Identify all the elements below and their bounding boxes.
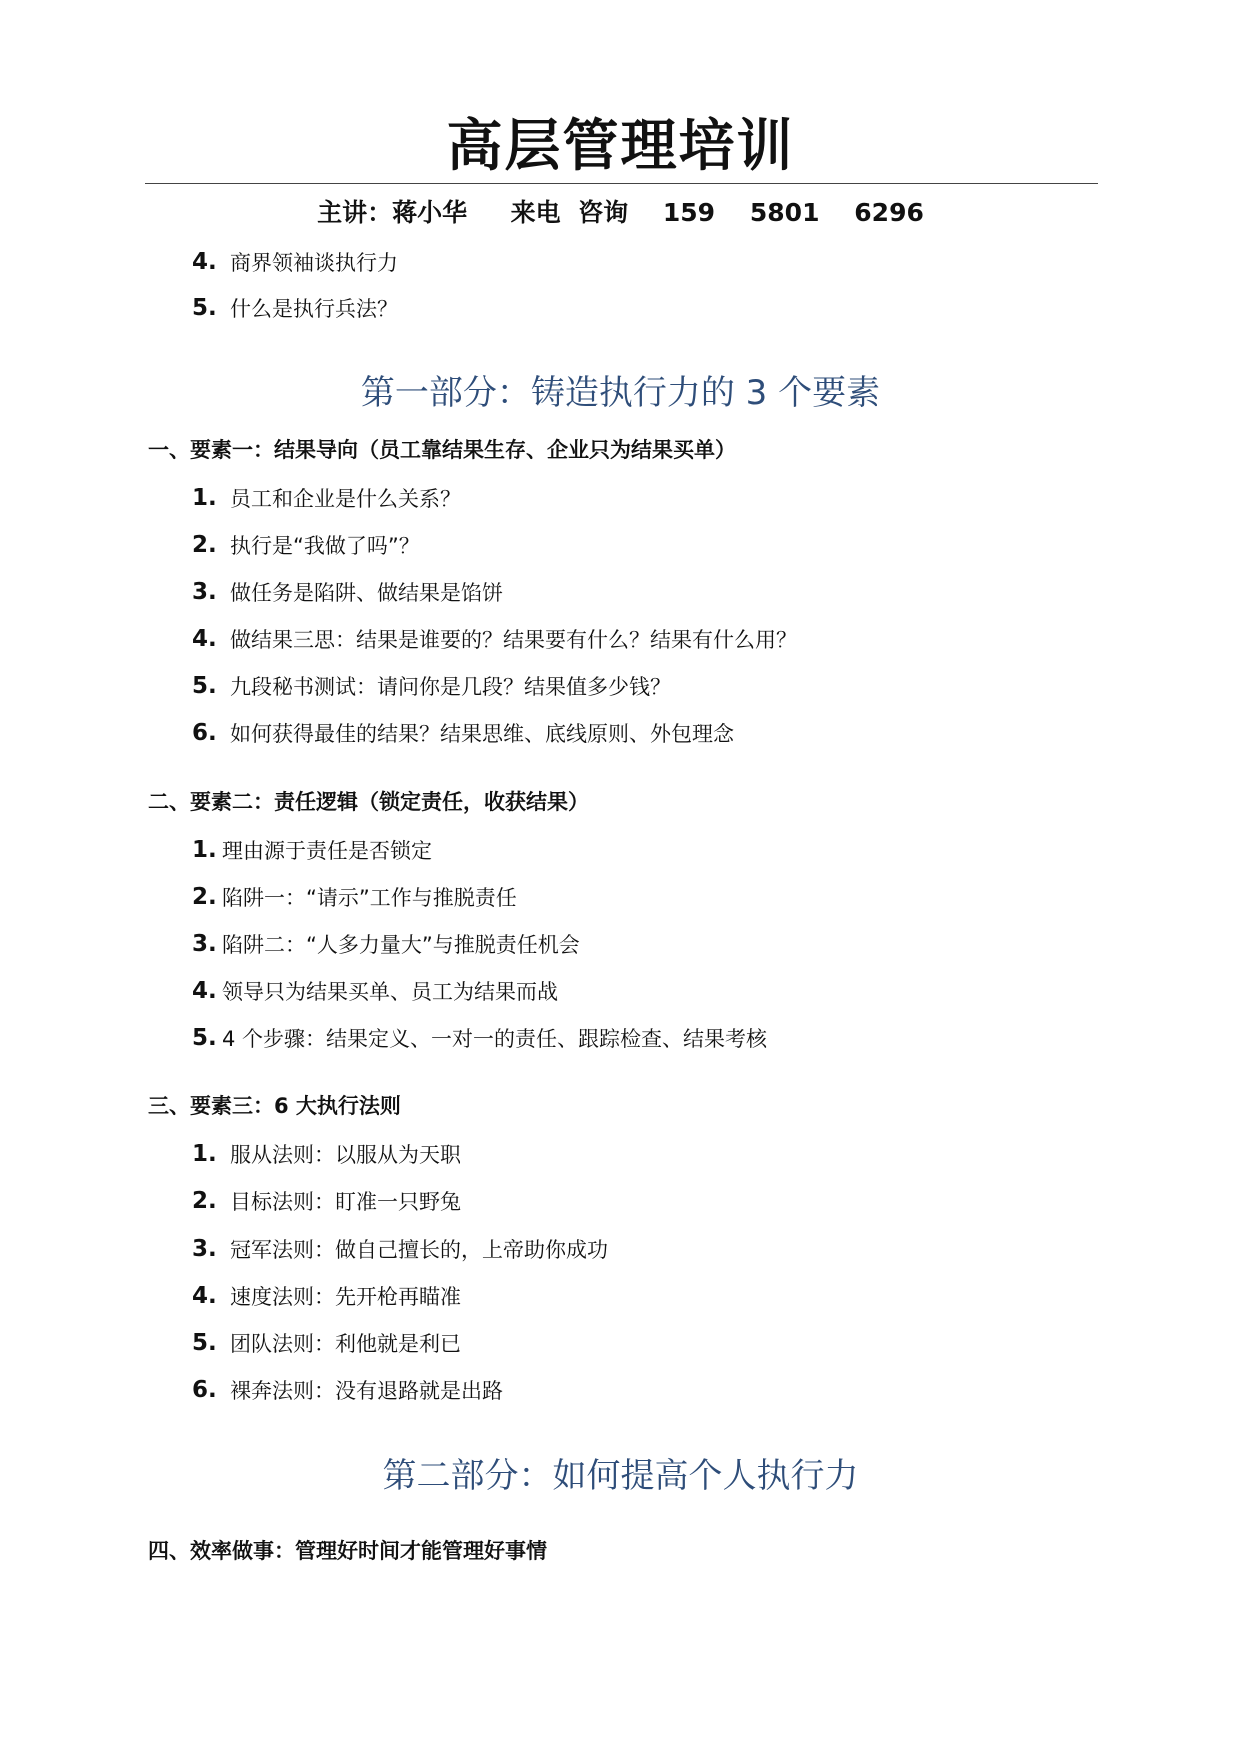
list-item [192, 1021, 767, 1055]
list-item [192, 1232, 608, 1266]
item-number: 2. [192, 532, 217, 558]
list-item [192, 528, 420, 562]
section-heading: 一、要素一：结果导向（员工靠结果生存、企业只为结果买单） [148, 438, 736, 462]
item-number: 5. [192, 1330, 217, 1356]
item-text: 员工和企业是什么关系？ [230, 487, 461, 511]
item-number: 4. [192, 1283, 217, 1309]
item-number: 3. [192, 579, 217, 605]
item-text: 做结果三思：结果是谁要的？结果要有什么？结果有什么用？ [230, 628, 797, 652]
list-item [192, 1326, 461, 1360]
item-text: 领导只为结果买单、员工为结果而战 [222, 980, 558, 1004]
item-number: 4. [192, 249, 217, 275]
item-text: 陷阱二：“人多力量大”与推脱责任机会 [222, 933, 580, 957]
list-item [192, 927, 580, 961]
item-number: 3. [192, 1236, 217, 1262]
item-text: 陷阱一：“请示”工作与推脱责任 [222, 886, 517, 910]
item-text: 裸奔法则：没有退路就是出路 [230, 1379, 503, 1403]
item-number: 1. [192, 485, 217, 511]
list-item [192, 669, 671, 703]
list-item [192, 622, 797, 656]
list-item [192, 1279, 461, 1313]
item-number: 1. [192, 837, 217, 863]
item-text: 做任务是陷阱、做结果是馅饼 [230, 581, 503, 605]
list-item [192, 1137, 461, 1171]
item-number: 2. [192, 1188, 217, 1214]
item-number: 2. [192, 884, 217, 910]
item-text: 冠军法则：做自己擅长的，上帝助你成功 [230, 1238, 608, 1262]
item-text: 九段秘书测试：请问你是几段？结果值多少钱？ [230, 675, 671, 699]
part-title: 第一部分：铸造执行力的 3 个要素 [360, 373, 881, 413]
item-text: 团队法则：利他就是利已 [230, 1332, 461, 1356]
item-text: 服从法则：以服从为天职 [230, 1143, 461, 1167]
list-item [192, 245, 398, 279]
item-number: 6. [192, 720, 217, 746]
item-number: 5. [192, 673, 217, 699]
item-text: 理由源于责任是否锁定 [222, 839, 432, 863]
item-number: 5. [192, 1025, 217, 1051]
item-number: 6. [192, 1377, 217, 1403]
item-text: 目标法则：盯准一只野兔 [230, 1190, 461, 1214]
section-heading: 二、要素二：责任逻辑（锁定责任，收获结果） [148, 790, 589, 814]
title-divider [145, 183, 1098, 184]
item-number: 3. [192, 931, 217, 957]
item-text: 什么是执行兵法？ [230, 297, 398, 321]
item-text: 速度法则：先开枪再瞄准 [230, 1285, 461, 1309]
list-item [192, 1184, 461, 1218]
item-number: 5. [192, 295, 217, 321]
list-item [192, 880, 517, 914]
item-number: 4. [192, 978, 217, 1004]
item-text: 执行是“我做了吗”？ [230, 534, 420, 558]
list-item [192, 716, 734, 750]
item-text: 如何获得最佳的结果？结果思维、底线原则、外包理念 [230, 722, 734, 746]
list-item [192, 481, 461, 515]
list-item [192, 291, 398, 325]
contact-line: 主讲：蒋小华 来电 咨询 159 5801 6296 [317, 198, 924, 227]
item-text: 商界领袖谈执行力 [230, 251, 398, 275]
list-item [192, 575, 503, 609]
list-item [192, 1373, 503, 1407]
item-text: 4 个步骤：结果定义、一对一的责任、跟踪检查、结果考核 [222, 1027, 768, 1051]
document-title: 高层管理培训 [446, 114, 795, 179]
part-title: 第二部分：如何提高个人执行力 [382, 1456, 859, 1496]
item-number: 4. [192, 626, 217, 652]
section-heading: 三、要素三：6 大执行法则 [148, 1094, 401, 1118]
list-item [192, 833, 432, 867]
list-item [192, 974, 558, 1008]
item-number: 1. [192, 1141, 217, 1167]
section-heading: 四、效率做事：管理好时间才能管理好事情 [148, 1539, 547, 1563]
